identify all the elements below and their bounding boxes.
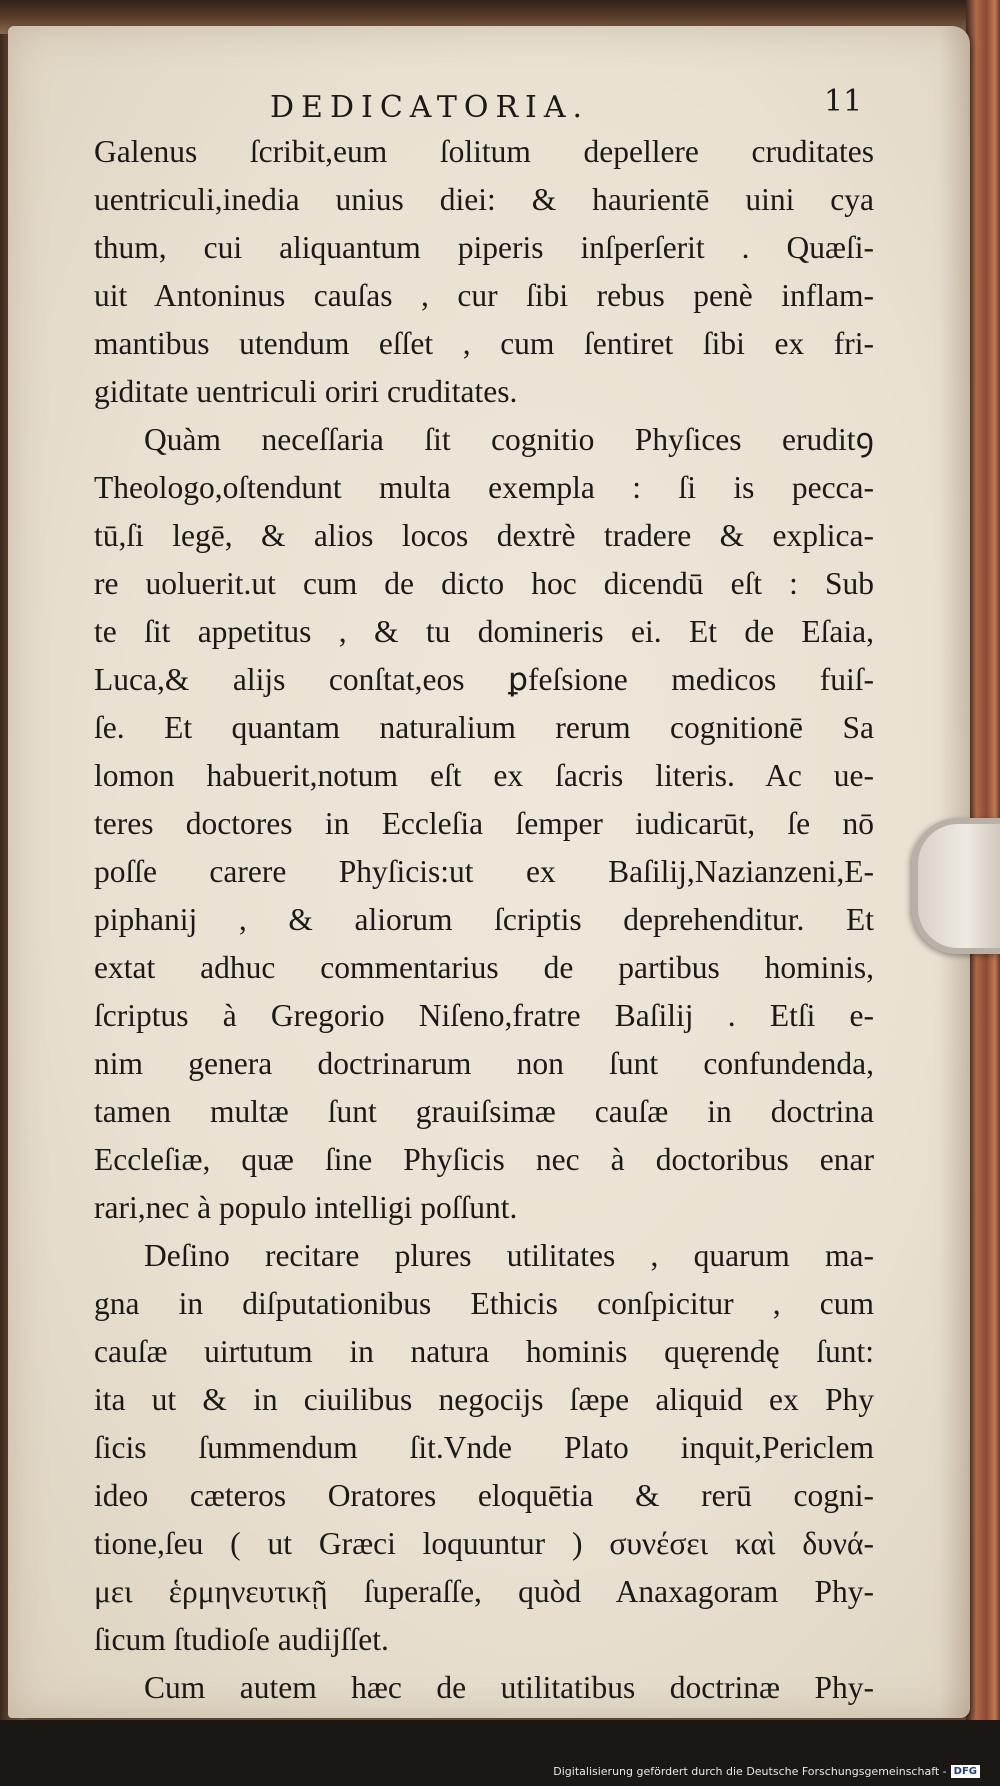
- text-line: uit Antoninus cauſas , cur ſibi rebus penè inflam-: [94, 278, 874, 313]
- text-line: Quàm neceſſaria ſit cognitio Phyſices eruditꝯ: [144, 422, 874, 457]
- text-line: Galenus ſcribit,eum ſolitum depellere cruditates: [94, 134, 874, 169]
- credit-text: Digitalisierung gefördert durch die Deutsche Forschungsgemeinschaft -: [553, 1764, 947, 1778]
- text-line: Luca,& alijs conſtat,eos ꝑfeſsione medicos fuiſ-: [94, 662, 874, 697]
- text-line: te ſit appetitus , & tu domineris ei. Et de Eſaia,: [94, 614, 874, 649]
- dfg-logo: DFG: [951, 1765, 980, 1778]
- text-line: mantibus utendum eſſet , cum ſentiret ſibi ex fri-: [94, 326, 874, 361]
- text-line: nim genera doctrinarum non ſunt confundenda,: [94, 1046, 874, 1081]
- body-text: [94, 128, 874, 1760]
- text-line: Eccleſiæ, quæ ſine Phyſicis nec à doctoribus enar: [94, 1142, 874, 1177]
- book-clasp: [912, 818, 1000, 954]
- text-line: uentriculi,inedia unius diei: & haurientē uini cya: [94, 182, 874, 217]
- text-line: re uoluerit.ut cum de dicto hoc dicendū eſt : Sub: [94, 566, 874, 601]
- digitization-credit: [520, 1765, 980, 1779]
- text-line: ſe. Et quantam naturalium rerum cognitionē Sa: [94, 710, 874, 745]
- text-line: ſcriptus à Gregorio Niſeno,fratre Baſilij . Etſi e-: [94, 998, 874, 1033]
- text-line: Theologo,oſtendunt multa exempla : ſi is pecca-: [94, 470, 874, 505]
- text-line: ideo cæteros Oratores eloquētia & rerū cogni-: [94, 1478, 874, 1513]
- text-line: gna in diſputationibus Ethicis conſpicitur , cum: [94, 1286, 874, 1321]
- text-line: rari,nec à populo intelligi poſſunt.: [94, 1190, 518, 1225]
- page-number: 11: [824, 84, 863, 119]
- running-head: DEDICATORIA.: [270, 90, 590, 125]
- text-line: μει ἑρμηνευτικῇ ſuperaſſe, quòd Anaxagoram Phy-: [94, 1574, 874, 1609]
- text-line: lomon habuerit,notum eſt ex ſacris literis. Ac ue-: [94, 758, 874, 793]
- text-line: Deſino recitare plures utilitates , quarum ma-: [144, 1238, 874, 1273]
- book-page: [8, 26, 970, 1718]
- text-line: Cum autem hæc de utilitatibus doctrinæ Phy-: [144, 1670, 874, 1705]
- text-line: ita ut & in ciuilibus negocijs ſæpe aliquid ex Phy: [94, 1382, 874, 1417]
- text-line: tamen multæ ſunt grauiſsimæ cauſæ in doctrina: [94, 1094, 874, 1129]
- text-line: tū,ſi legē, & alios locos dextrè tradere & explica-: [94, 518, 874, 553]
- text-line: piphanij , & aliorum ſcriptis deprehenditur. Et: [94, 902, 874, 937]
- text-line: tione,ſeu ( ut Græci loquuntur ) συνέσει καὶ δυνά-: [94, 1526, 874, 1561]
- text-line: ſicum ſtudioſe audijſſet.: [94, 1622, 389, 1657]
- text-line: extat adhuc commentarius de partibus hominis,: [94, 950, 874, 985]
- text-line: giditate uentriculi oriri cruditates.: [94, 374, 518, 409]
- text-line: thum, cui aliquantum piperis inſperſerit . Quæſi-: [94, 230, 874, 265]
- text-line: ſicis ſummendum ſit.Vnde Plato inquit,Periclem: [94, 1430, 874, 1465]
- footer-strip: [0, 1720, 1000, 1786]
- text-line: cauſæ uirtutum in natura hominis quęrendę ſunt:: [94, 1334, 874, 1369]
- text-line: poſſe carere Phyſicis:ut ex Baſilij,Nazianzeni,E-: [94, 854, 874, 889]
- text-line: teres doctores in Eccleſia ſemper iudicarūt, ſe nō: [94, 806, 874, 841]
